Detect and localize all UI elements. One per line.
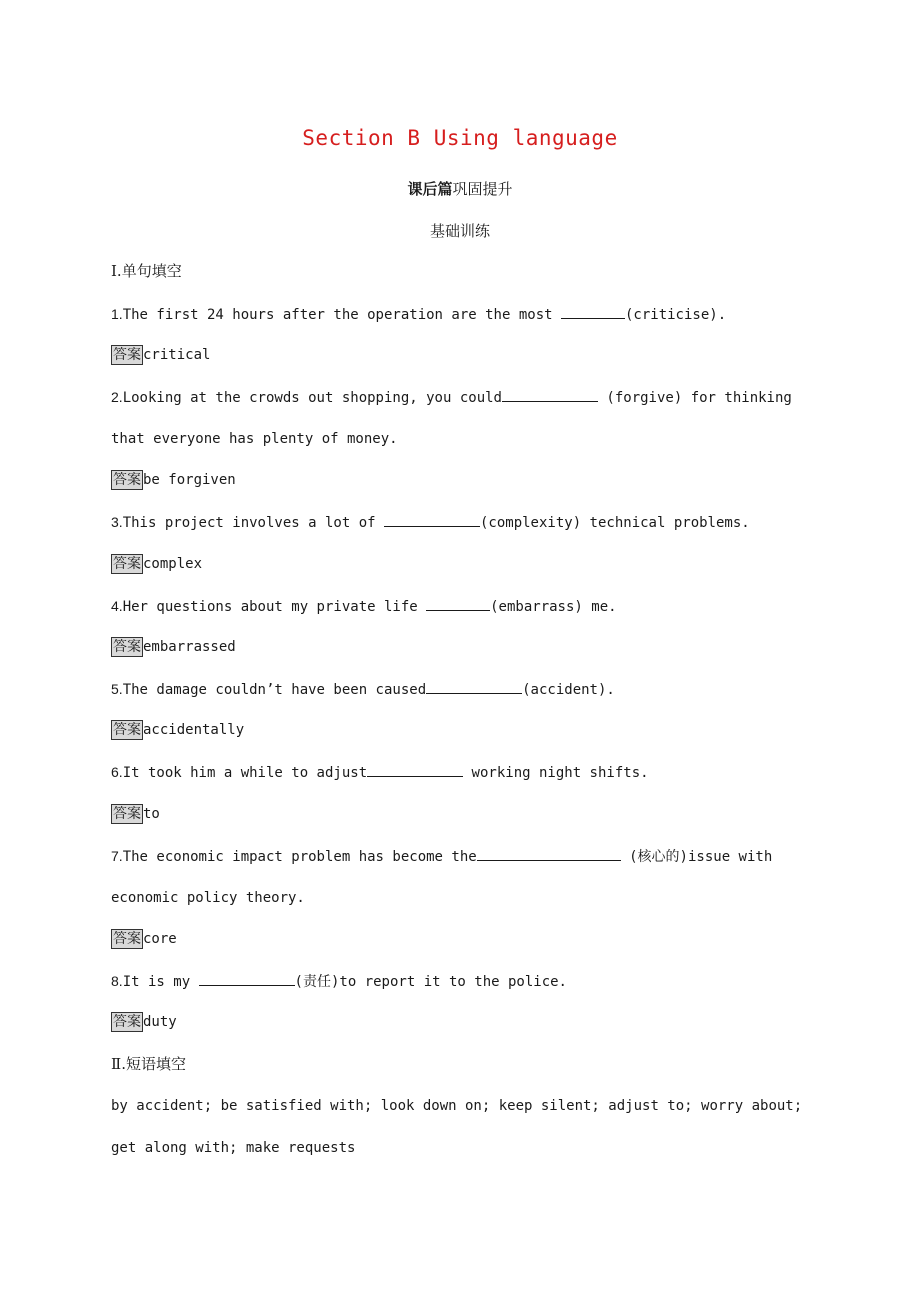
answer-text: to: [143, 806, 160, 822]
question-text-end: (embarrass) me.: [490, 599, 617, 615]
question-number: 4.: [111, 598, 123, 614]
question-number: 2.: [111, 389, 123, 405]
question-8: [111, 971, 567, 992]
question-2-continued: that everyone has plenty of money.: [111, 431, 398, 447]
question-text: This project involves a lot of: [122, 515, 384, 531]
question-number: 1.: [111, 306, 123, 322]
answer-text: accidentally: [143, 722, 245, 738]
question-text: Her questions about my private life: [122, 599, 427, 615]
question-text: The damage couldn’t have been caused: [122, 682, 427, 698]
subtitle: [0, 178, 920, 199]
question-number: 3.: [111, 514, 123, 530]
answer-blank[interactable]: [561, 304, 625, 319]
answer-1: [111, 345, 210, 365]
answer-label: 答案: [113, 722, 141, 738]
answer-text: core: [143, 931, 177, 947]
phrase-list-line-2: get along with; make requests: [111, 1140, 356, 1156]
question-text: The economic impact problem has become the: [122, 849, 477, 865]
question-text-end: working night shifts.: [463, 765, 649, 781]
answer-text: be forgiven: [143, 472, 236, 488]
section-heading-1: Ⅰ.单句填空: [111, 262, 182, 280]
question-4: [111, 596, 617, 617]
page-title: Section B Using language: [302, 126, 618, 150]
answer-blank[interactable]: [199, 971, 295, 986]
question-text-end: (forgive) for thinking: [597, 390, 792, 406]
question-6: [111, 762, 649, 783]
question-text-end: (核心的)issue with: [620, 849, 773, 865]
subtitle-bold: 课后篇: [407, 180, 453, 198]
question-number: 5.: [111, 681, 123, 697]
answer-label: 答案: [113, 806, 141, 822]
question-text-end: (accident).: [522, 682, 615, 698]
question-text-end: (责任)to report it to the police.: [294, 974, 567, 990]
question-number: 8.: [111, 973, 123, 989]
answer-text: complex: [143, 556, 203, 572]
answer-3: [111, 554, 202, 574]
section-heading-2: Ⅱ.短语填空: [111, 1055, 186, 1073]
answer-text: duty: [143, 1014, 177, 1030]
answer-label: 答案: [113, 639, 141, 655]
answer-text: embarrassed: [143, 639, 236, 655]
question-text: It took him a while to adjust: [122, 765, 368, 781]
answer-blank[interactable]: [367, 762, 463, 777]
question-number: 7.: [111, 848, 123, 864]
answer-label: 答案: [113, 347, 141, 363]
question-7: [111, 846, 772, 867]
question-text-end: (criticise).: [624, 307, 727, 323]
answer-label: 答案: [113, 931, 141, 947]
answer-label: 答案: [113, 472, 141, 488]
answer-blank[interactable]: [426, 596, 490, 611]
question-number: 6.: [111, 764, 123, 780]
answer-text: critical: [143, 347, 211, 363]
answer-6: [111, 804, 160, 824]
question-2: [111, 387, 792, 408]
phrase-list-line-1: by accident; be satisfied with; look down on; keep silent; adjust to; worry about;: [111, 1098, 803, 1114]
subtitle-rest: 巩固提升: [452, 180, 513, 198]
answer-label: 答案: [113, 1014, 141, 1030]
question-1: [111, 304, 726, 325]
question-text: The first 24 hours after the operation are the most: [122, 307, 561, 323]
question-5: [111, 679, 615, 700]
answer-blank[interactable]: [384, 512, 480, 527]
answer-2: [111, 470, 236, 490]
question-text: It is my: [122, 974, 199, 990]
question-7-continued: economic policy theory.: [111, 890, 305, 906]
answer-blank[interactable]: [426, 679, 522, 694]
answer-label: 答案: [113, 556, 141, 572]
question-3: [111, 512, 750, 533]
answer-4: [111, 637, 236, 657]
answer-8: [111, 1012, 177, 1032]
answer-7: [111, 929, 177, 949]
basic-training-heading: 基础训练: [429, 222, 490, 240]
question-text: Looking at the crowds out shopping, you could: [122, 390, 502, 406]
answer-5: [111, 720, 244, 740]
answer-blank[interactable]: [502, 387, 598, 402]
answer-blank[interactable]: [477, 846, 621, 861]
question-text-end: (complexity) technical problems.: [479, 515, 750, 531]
